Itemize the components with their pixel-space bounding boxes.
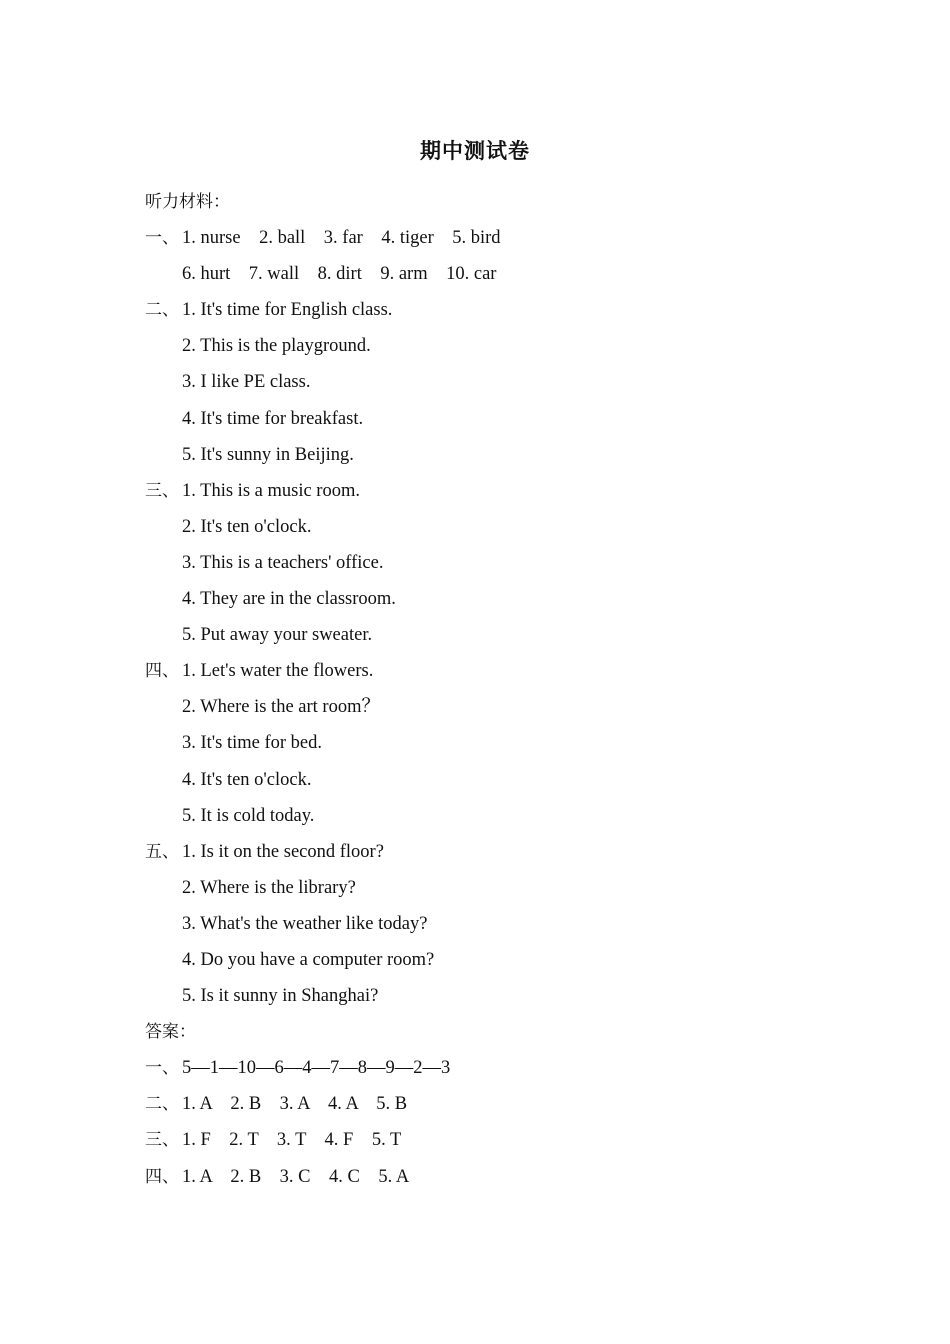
answers-header: 答案： bbox=[145, 1022, 196, 1043]
section-3-line-5: 5. Put away your sweater. bbox=[182, 625, 373, 646]
answer-4-text: 1. A 2. B 3. C 4. C 5. A bbox=[182, 1166, 410, 1187]
section-2-line-5: 5. It's sunny in Beijing. bbox=[182, 444, 354, 465]
section-2-line-2: 2. This is the playground. bbox=[182, 336, 371, 357]
answer-1 bbox=[145, 1050, 845, 1086]
section-4-line-2: 2. Where is the art room？ bbox=[182, 697, 380, 718]
answer-4 bbox=[145, 1159, 845, 1195]
page-title: 期中测试卷 bbox=[420, 139, 530, 163]
section-5-prefix: 五、 bbox=[145, 841, 179, 862]
answer-4-prefix: 四、 bbox=[145, 1166, 179, 1187]
document-body bbox=[145, 184, 845, 1195]
section-2-line-4: 4. It's time for breakfast. bbox=[182, 408, 364, 429]
section-2-line-1 bbox=[145, 292, 845, 328]
answer-3-text: 1. F 2. T 3. T 4. F 5. T bbox=[182, 1130, 402, 1151]
section-4-prefix: 四、 bbox=[145, 661, 179, 682]
section-1-prefix: 一、 bbox=[145, 228, 179, 249]
section-3-line-2: 2. It's ten o'clock. bbox=[182, 516, 312, 537]
section-5-item: 1. Is it on the second floor? bbox=[182, 841, 384, 862]
answer-3 bbox=[145, 1122, 845, 1158]
answer-2 bbox=[145, 1086, 845, 1122]
section-4-line-3: 3. It's time for bed. bbox=[182, 733, 322, 754]
section-4-item: 1. Let's water the flowers. bbox=[182, 661, 374, 682]
section-4-line-4: 4. It's ten o'clock. bbox=[182, 769, 312, 790]
section-4-line-5: 5. It is cold today. bbox=[182, 805, 315, 826]
section-1-item: 1. nurse 2. ball 3. far 4. tiger 5. bird bbox=[182, 228, 501, 249]
section-1-line-1 bbox=[145, 220, 845, 256]
answer-1-text: 5—1—10—6—4—7—8—9—2—3 bbox=[182, 1058, 451, 1079]
listening-header: 听力材料： bbox=[145, 192, 230, 212]
section-5-line-1 bbox=[145, 834, 845, 870]
section-5-line-2: 2. Where is the library? bbox=[182, 877, 356, 898]
section-3-line-4: 4. They are in the classroom. bbox=[182, 589, 396, 610]
section-2-prefix: 二、 bbox=[145, 300, 179, 321]
section-5-line-3: 3. What's the weather like today? bbox=[182, 913, 428, 934]
section-2-item: 1. It's time for English class. bbox=[182, 300, 393, 321]
answer-2-text: 1. A 2. B 3. A 4. A 5. B bbox=[182, 1094, 408, 1115]
section-3-prefix: 三、 bbox=[145, 480, 179, 501]
section-3-item: 1. This is a music room. bbox=[182, 480, 360, 501]
section-2-line-3: 3. I like PE class. bbox=[182, 372, 311, 393]
section-3-line-1 bbox=[145, 473, 845, 509]
answer-3-prefix: 三、 bbox=[145, 1130, 179, 1151]
answer-1-prefix: 一、 bbox=[145, 1058, 179, 1079]
section-1-line-2: 6. hurt 7. wall 8. dirt 9. arm 10. car bbox=[182, 264, 497, 285]
section-4-line-1 bbox=[145, 653, 845, 689]
section-5-line-5: 5. Is it sunny in Shanghai? bbox=[182, 986, 379, 1007]
answer-2-prefix: 二、 bbox=[145, 1094, 179, 1115]
section-3-line-3: 3. This is a teachers' office. bbox=[182, 552, 384, 573]
section-5-line-4: 4. Do you have a computer room? bbox=[182, 949, 435, 970]
